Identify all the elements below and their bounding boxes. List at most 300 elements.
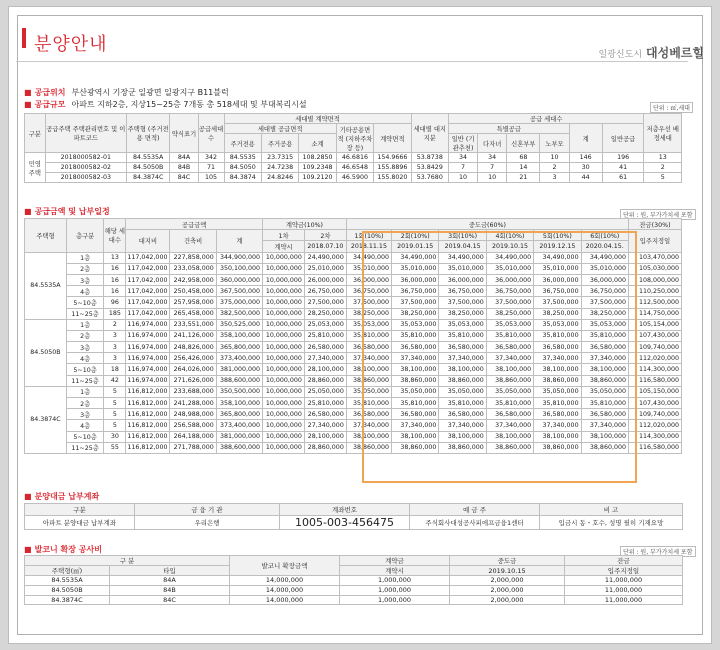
price-cell: 35,053,000	[392, 319, 439, 330]
price-cell: 350,100,000	[216, 263, 262, 274]
price-cell: 116,580,000	[628, 375, 681, 386]
price-cell: 55	[104, 442, 126, 453]
price-cell: 13	[104, 252, 126, 263]
price-cell: 27,340,000	[304, 420, 346, 431]
price-cell: 37,340,000	[486, 353, 533, 364]
balcony-cell: 11,000,000	[565, 595, 683, 605]
supply-cell: 10	[540, 153, 569, 163]
price-cell: 38,860,000	[392, 375, 439, 386]
price-cell: 36,580,000	[439, 409, 486, 420]
price-cell: 116,974,000	[126, 342, 170, 353]
price-cell: 35,050,000	[581, 386, 628, 397]
price-row	[25, 342, 682, 353]
supply-cell: 109.2348	[299, 163, 336, 173]
price-cell: 367,500,000	[216, 286, 262, 297]
col-mid-round: 3회(10%)	[439, 230, 486, 241]
price-cell: 38,860,000	[581, 375, 628, 386]
price-cell: 242,958,000	[170, 274, 216, 285]
price-cell: 35,810,000	[534, 398, 581, 409]
supply-cell: 84.5535A	[126, 153, 170, 163]
col-contract-time: 계약시	[263, 241, 305, 252]
supply-row	[25, 173, 682, 183]
price-cell: 114,750,000	[628, 308, 681, 319]
price-cell: 36,000,000	[439, 274, 486, 285]
price-cell: 117,042,000	[126, 252, 170, 263]
price-cell: 344,900,000	[216, 252, 262, 263]
sec-account: ■ 분양대금 납부계좌	[24, 492, 100, 501]
account-header: 예 금 주	[410, 504, 540, 516]
price-cell: 117,042,000	[126, 308, 170, 319]
balcony-cell: 84.5050B	[25, 585, 110, 595]
price-cell: 38,250,000	[581, 308, 628, 319]
col-model: 주택형	[25, 219, 67, 253]
price-row	[25, 319, 682, 330]
price-cell: 365,800,000	[216, 342, 262, 353]
col-mid-round: 5회(10%)	[534, 230, 581, 241]
price-cell: 28,250,000	[304, 308, 346, 319]
balcony-cell: 84B	[110, 585, 230, 595]
price-cell: 185	[104, 308, 126, 319]
price-cell: 10,000,000	[263, 409, 305, 420]
price-cell: 116,580,000	[628, 442, 681, 453]
balcony-cell: 84.5535A	[25, 576, 110, 586]
supply-cell: 2	[540, 163, 569, 173]
price-cell: 38,860,000	[392, 442, 439, 453]
price-cell: 5~10층	[66, 364, 103, 375]
col-mid-date: 2019.01.15	[392, 241, 439, 252]
price-cell: 3	[104, 353, 126, 364]
supply-row	[25, 153, 682, 163]
col-mid-round: 2회(10%)	[392, 230, 439, 241]
price-cell: 35,010,000	[581, 263, 628, 274]
model-cell: 84.5050B	[25, 319, 67, 386]
balcony-cell: 1,000,000	[340, 595, 450, 605]
price-cell: 35,050,000	[346, 386, 391, 397]
supply-cell: 146	[569, 153, 602, 163]
price-cell: 36,580,000	[581, 342, 628, 353]
price-cell: 35,810,000	[581, 398, 628, 409]
supply-cell: 68	[507, 153, 540, 163]
price-cell: 358,100,000	[216, 398, 262, 409]
price-cell: 365,800,000	[216, 409, 262, 420]
price-cell: 10,000,000	[263, 420, 305, 431]
price-cell: 36,000,000	[534, 274, 581, 285]
price-cell: 373,400,000	[216, 420, 262, 431]
price-cell: 36,750,000	[486, 286, 533, 297]
supply-cell: 5	[644, 173, 682, 183]
price-cell: 38,250,000	[534, 308, 581, 319]
supply-cell: 41	[602, 163, 644, 173]
supply-row	[25, 163, 682, 173]
price-cell: 24,490,000	[304, 252, 346, 263]
price-cell: 25,810,000	[304, 330, 346, 341]
price-cell: 358,100,000	[216, 330, 262, 341]
price-cell: 256,426,000	[170, 353, 216, 364]
price-cell: 116,812,000	[126, 409, 170, 420]
price-cell: 388,600,000	[216, 442, 262, 453]
supply-cell: 24.8246	[261, 173, 298, 183]
col-mid: 중도금(60%)	[346, 219, 628, 230]
price-cell: 25,010,000	[304, 263, 346, 274]
price-cell: 350,500,000	[216, 386, 262, 397]
price-row	[25, 308, 682, 319]
price-cell: 360,000,000	[216, 274, 262, 285]
price-cell: 4층	[66, 420, 103, 431]
price-cell: 117,042,000	[126, 286, 170, 297]
sec-price-schedule: ■ 공급금액 및 납부일정	[24, 207, 110, 216]
price-cell: 1층	[66, 252, 103, 263]
supply-cell: 23.7315	[261, 153, 298, 163]
price-cell: 16	[104, 286, 126, 297]
price-cell: 37,500,000	[534, 297, 581, 308]
supply-cell: 2018000582-03	[45, 173, 126, 183]
price-cell: 36,580,000	[346, 342, 391, 353]
balcony-cell: 1,000,000	[340, 576, 450, 586]
balcony-row	[25, 595, 683, 605]
price-cell: 233,058,000	[170, 263, 216, 274]
supply-cell: 7	[478, 163, 507, 173]
price-cell: 116,974,000	[126, 330, 170, 341]
price-cell: 36,580,000	[346, 409, 391, 420]
account-table	[24, 503, 683, 530]
price-cell: 36,750,000	[439, 286, 486, 297]
price-cell: 35,810,000	[392, 330, 439, 341]
price-cell: 36,750,000	[346, 286, 391, 297]
price-cell: 18	[104, 364, 126, 375]
price-cell: 35,810,000	[346, 330, 391, 341]
price-cell: 36,580,000	[392, 342, 439, 353]
price-cell: 241,126,000	[170, 330, 216, 341]
col-mid-round: 1회(10%)	[346, 230, 391, 241]
price-cell: 37,500,000	[392, 297, 439, 308]
price-row	[25, 286, 682, 297]
price-cell: 5~10층	[66, 431, 103, 442]
price-cell: 110,250,000	[628, 286, 681, 297]
supply-cell: 13	[644, 153, 682, 163]
price-cell: 241,288,000	[170, 398, 216, 409]
supply-cell: 109.2120	[299, 173, 336, 183]
price-cell: 116,812,000	[126, 420, 170, 431]
price-cell: 107,430,000	[628, 398, 681, 409]
price-cell: 5	[104, 386, 126, 397]
supply-cell: 7	[449, 163, 478, 173]
price-cell: 227,858,000	[170, 252, 216, 263]
price-row	[25, 263, 682, 274]
account-header: 비 고	[540, 504, 683, 516]
price-cell: 3층	[66, 409, 103, 420]
balcony-cell: 2,000,000	[450, 576, 565, 586]
account-header: 계좌번호	[280, 504, 410, 516]
price-cell: 10,000,000	[263, 297, 305, 308]
price-cell: 36,000,000	[486, 274, 533, 285]
price-cell: 27,500,000	[304, 297, 346, 308]
col-balance: 잔금(30%)	[628, 219, 681, 230]
supply-cell: 155.8020	[374, 173, 411, 183]
col-move-in: 입주지정일	[628, 230, 681, 252]
price-cell: 271,626,000	[170, 375, 216, 386]
price-cell: 26,750,000	[304, 286, 346, 297]
price-cell: 2층	[66, 398, 103, 409]
price-cell: 25,810,000	[304, 398, 346, 409]
price-cell: 30	[104, 431, 126, 442]
supply-cell: 84B	[170, 163, 198, 173]
price-cell: 35,053,000	[346, 319, 391, 330]
price-cell: 36,000,000	[392, 274, 439, 285]
price-cell: 112,020,000	[628, 353, 681, 364]
col-floor: 층구분	[66, 219, 103, 253]
price-cell: 34,490,000	[581, 252, 628, 263]
price-cell: 37,340,000	[534, 353, 581, 364]
price-cell: 35,050,000	[439, 386, 486, 397]
supply-cell: 342	[198, 153, 224, 163]
supply-cell: 71	[198, 163, 224, 173]
price-cell: 34,490,000	[392, 252, 439, 263]
price-cell: 26,000,000	[304, 274, 346, 285]
supply-cell: 84.3874	[224, 173, 261, 183]
price-cell: 36,580,000	[581, 409, 628, 420]
price-cell: 5	[104, 398, 126, 409]
price-table	[24, 218, 682, 454]
price-cell: 116,974,000	[126, 364, 170, 375]
price-cell: 233,551,000	[170, 319, 216, 330]
price-cell: 116,812,000	[126, 386, 170, 397]
price-cell: 381,000,000	[216, 364, 262, 375]
supply-location: ■ 공급위치 부산광역시 기장군 일광면 일광지구 B11블럭	[24, 88, 229, 97]
price-cell: 38,100,000	[486, 431, 533, 442]
price-cell: 38,100,000	[486, 364, 533, 375]
price-cell: 35,053,000	[534, 319, 581, 330]
price-cell: 36,000,000	[346, 274, 391, 285]
col-build: 건축비	[170, 230, 216, 252]
price-cell: 42	[104, 375, 126, 386]
supply-cell: 84.3874C	[126, 173, 170, 183]
price-row	[25, 431, 682, 442]
price-cell: 34,490,000	[439, 252, 486, 263]
price-cell: 373,400,000	[216, 353, 262, 364]
price-cell: 38,100,000	[534, 431, 581, 442]
price-cell: 36,580,000	[486, 409, 533, 420]
price-cell: 116,974,000	[126, 353, 170, 364]
price-cell: 35,810,000	[346, 398, 391, 409]
price-cell: 28,860,000	[304, 442, 346, 453]
title-accent-mark	[22, 28, 26, 48]
col-price: 공급금액	[126, 219, 263, 230]
price-cell: 116,974,000	[126, 375, 170, 386]
price-cell: 35,053,000	[439, 319, 486, 330]
supply-cell: 53.8429	[411, 163, 448, 173]
price-cell: 35,010,000	[534, 263, 581, 274]
col-mid-date: 2019.10.15	[486, 241, 533, 252]
price-cell: 10,000,000	[263, 353, 305, 364]
price-cell: 35,810,000	[581, 330, 628, 341]
price-cell: 271,788,000	[170, 442, 216, 453]
price-cell: 38,860,000	[346, 442, 391, 453]
price-cell: 36,580,000	[392, 409, 439, 420]
supply-cell: 2	[644, 163, 682, 173]
price-row	[25, 386, 682, 397]
price-cell: 38,250,000	[392, 308, 439, 319]
price-cell: 35,810,000	[486, 398, 533, 409]
price-cell: 37,340,000	[581, 353, 628, 364]
price-cell: 37,340,000	[534, 420, 581, 431]
price-cell: 37,340,000	[486, 420, 533, 431]
price-row	[25, 353, 682, 364]
col-mid-date: 2018.11.15	[346, 241, 391, 252]
price-cell: 38,860,000	[439, 375, 486, 386]
price-cell: 117,042,000	[126, 263, 170, 274]
supply-cell: 196	[602, 153, 644, 163]
price-cell: 250,458,000	[170, 286, 216, 297]
price-cell: 10,000,000	[263, 342, 305, 353]
balcony-cell: 84A	[110, 576, 230, 586]
price-cell: 10,000,000	[263, 375, 305, 386]
price-row	[25, 297, 682, 308]
supply-cell: 46.6548	[336, 163, 373, 173]
price-cell: 37,340,000	[346, 353, 391, 364]
price-cell: 36,750,000	[534, 286, 581, 297]
price-cell: 35,050,000	[392, 386, 439, 397]
account-number: 1005-003-456475	[280, 516, 410, 530]
price-cell: 5	[104, 409, 126, 420]
supply-cell: 105	[198, 173, 224, 183]
price-cell: 10,000,000	[263, 386, 305, 397]
price-cell: 37,340,000	[439, 353, 486, 364]
balcony-cell: 2,000,000	[450, 595, 565, 605]
col-d2: 2차	[304, 230, 346, 241]
price-cell: 25,053,000	[304, 319, 346, 330]
sec-balcony: ■ 발코니 확장 공사비	[24, 545, 102, 554]
price-cell: 35,010,000	[346, 263, 391, 274]
col-mid-date: 2019.12.15	[534, 241, 581, 252]
account-cell: 입금시 동・호수, 성명 필히 기재요망	[540, 516, 683, 530]
price-cell: 257,958,000	[170, 297, 216, 308]
price-cell: 11~25층	[66, 375, 103, 386]
balcony-cell: 2,000,000	[450, 585, 565, 595]
price-cell: 4층	[66, 353, 103, 364]
price-cell: 34,490,000	[534, 252, 581, 263]
supply-cell: 108.2850	[299, 153, 336, 163]
price-cell: 26,580,000	[304, 409, 346, 420]
price-cell: 382,500,000	[216, 308, 262, 319]
price-cell: 112,500,000	[628, 297, 681, 308]
balcony-cell: 11,000,000	[565, 585, 683, 595]
price-cell: 105,030,000	[628, 263, 681, 274]
price-cell: 38,100,000	[581, 364, 628, 375]
balcony-cell: 14,000,000	[230, 595, 340, 605]
supply-cell: 84A	[170, 153, 198, 163]
price-cell: 5	[104, 420, 126, 431]
supply-cell: 21	[507, 173, 540, 183]
page-title: 분양안내	[34, 34, 108, 55]
price-cell: 38,100,000	[346, 431, 391, 442]
price-cell: 28,100,000	[304, 431, 346, 442]
supply-cell: 84C	[170, 173, 198, 183]
price-cell: 10,000,000	[263, 364, 305, 375]
price-cell: 116,812,000	[126, 398, 170, 409]
price-cell: 25,050,000	[304, 386, 346, 397]
price-cell: 35,053,000	[486, 319, 533, 330]
price-cell: 38,860,000	[486, 375, 533, 386]
price-cell: 11~25층	[66, 308, 103, 319]
account-cell: 우리은행	[135, 516, 280, 530]
price-cell: 37,500,000	[346, 297, 391, 308]
col-sum: 계	[216, 230, 262, 252]
price-cell: 35,810,000	[534, 330, 581, 341]
supply-cell: 10	[449, 173, 478, 183]
balcony-cell: 84.3874C	[25, 595, 110, 605]
price-cell: 388,600,000	[216, 375, 262, 386]
price-cell: 1층	[66, 319, 103, 330]
brand-logo	[599, 44, 704, 61]
supply-cell: 34	[449, 153, 478, 163]
price-cell: 35,050,000	[534, 386, 581, 397]
price-cell: 114,300,000	[628, 431, 681, 442]
price-cell: 38,860,000	[439, 442, 486, 453]
price-cell: 10,000,000	[263, 319, 305, 330]
price-cell: 117,042,000	[126, 297, 170, 308]
col-mid-round: 4회(10%)	[486, 230, 533, 241]
housing-type: 민영 주택	[25, 153, 46, 183]
price-cell: 10,000,000	[263, 431, 305, 442]
supply-cell: 34	[478, 153, 507, 163]
supply-cell: 46.6816	[336, 153, 373, 163]
price-cell: 35,053,000	[581, 319, 628, 330]
supply-cell: 53.8738	[411, 153, 448, 163]
price-cell: 35,810,000	[439, 330, 486, 341]
price-cell: 2	[104, 319, 126, 330]
price-cell: 4층	[66, 286, 103, 297]
supply-cell: 155.8896	[374, 163, 411, 173]
price-cell: 3층	[66, 274, 103, 285]
supply-cell: 154.9666	[374, 153, 411, 163]
price-row	[25, 420, 682, 431]
price-cell: 37,500,000	[486, 297, 533, 308]
price-cell: 116,812,000	[126, 431, 170, 442]
col-d1: 1차	[263, 230, 305, 241]
price-cell: 38,250,000	[346, 308, 391, 319]
price-cell: 248,988,000	[170, 409, 216, 420]
price-cell: 38,860,000	[534, 442, 581, 453]
price-cell: 10,000,000	[263, 286, 305, 297]
price-cell: 36,000,000	[581, 274, 628, 285]
price-cell: 350,525,000	[216, 319, 262, 330]
price-cell: 38,100,000	[392, 431, 439, 442]
price-cell: 264,026,000	[170, 364, 216, 375]
price-cell: 10,000,000	[263, 252, 305, 263]
price-cell: 375,000,000	[216, 297, 262, 308]
col-mid-round: 6회(10%)	[581, 230, 628, 241]
balcony-cell: 84C	[110, 595, 230, 605]
price-row	[25, 364, 682, 375]
price-cell: 37,340,000	[581, 420, 628, 431]
price-cell: 117,042,000	[126, 274, 170, 285]
price-cell: 108,000,000	[628, 274, 681, 285]
price-cell: 233,688,000	[170, 386, 216, 397]
price-cell: 116,812,000	[126, 442, 170, 453]
price-cell: 38,250,000	[486, 308, 533, 319]
title-divider	[16, 26, 688, 62]
price-cell: 35,810,000	[392, 398, 439, 409]
model-cell: 84.3874C	[25, 386, 67, 453]
price-cell: 114,300,000	[628, 364, 681, 375]
price-cell: 37,500,000	[439, 297, 486, 308]
price-cell: 105,150,000	[628, 386, 681, 397]
price-cell: 109,740,000	[628, 409, 681, 420]
supply-cell: 44	[569, 173, 602, 183]
balcony-cell: 11,000,000	[565, 576, 683, 586]
supply-scale: ■ 공급규모 아파트 지하2층, 지상15~25층 7개동 총 518세대 및 부대복리시설	[24, 100, 307, 109]
price-cell: 10,000,000	[263, 308, 305, 319]
